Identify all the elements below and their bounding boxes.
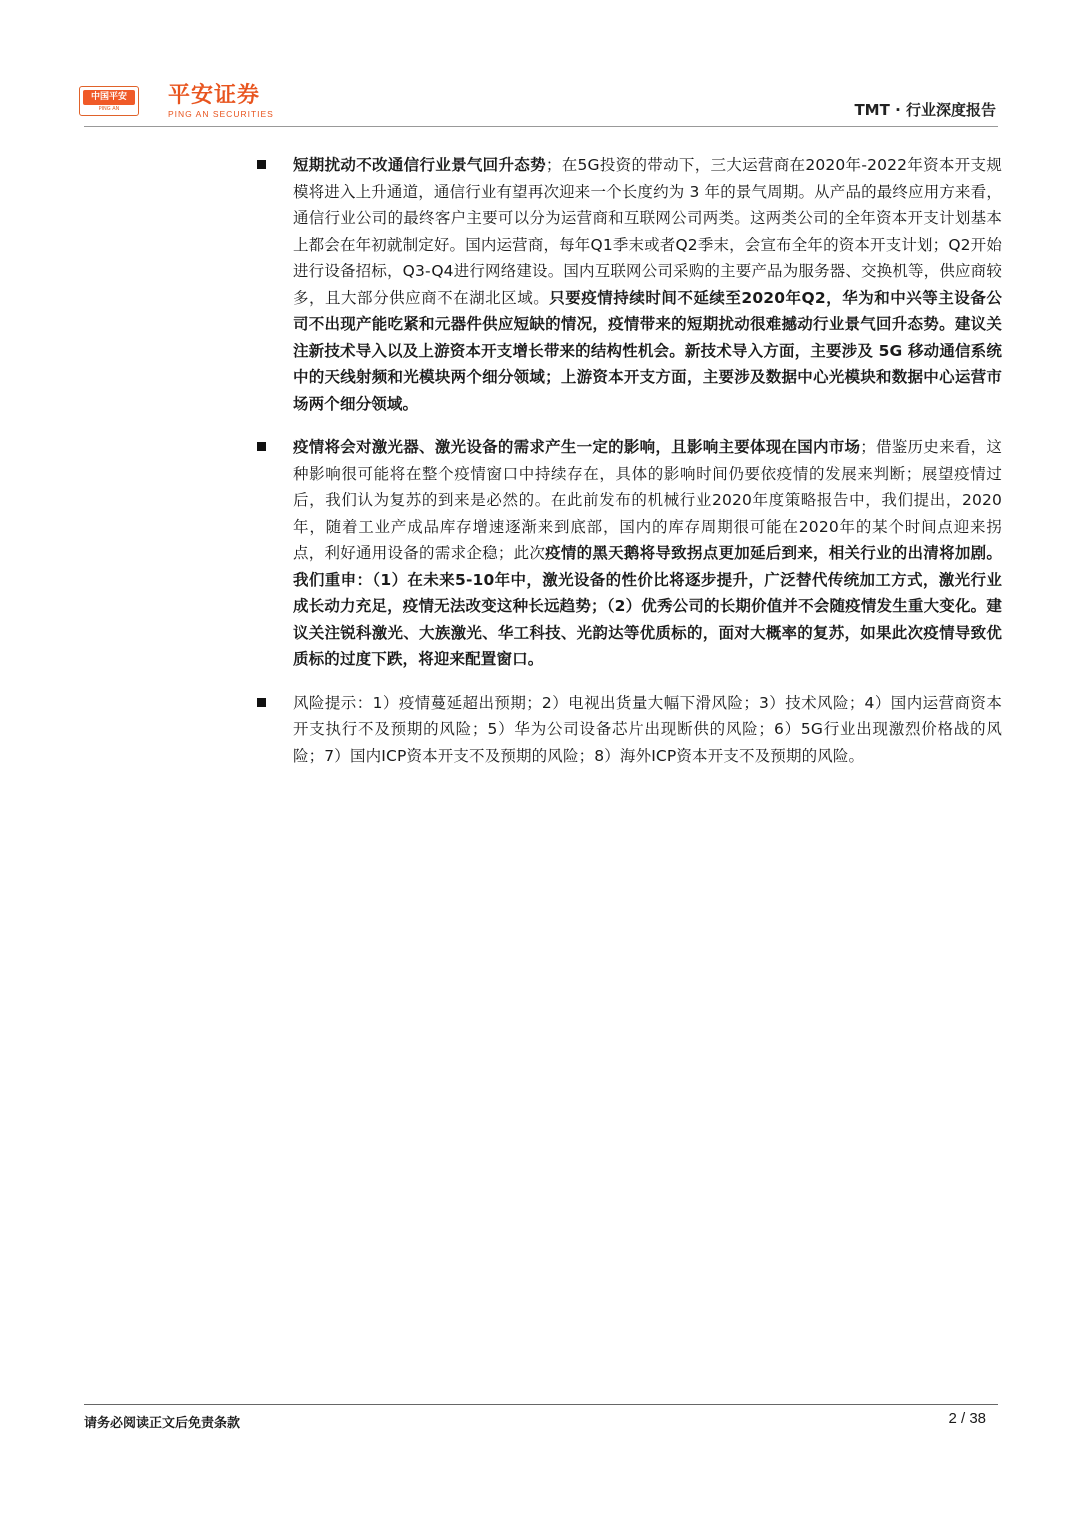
paragraph-segment: 疫情将会对激光器、激光设备的需求产生一定的影响，且影响主要体现在国内市场 [293, 438, 861, 456]
china-pingan-logo [79, 86, 139, 116]
logo-brand-text: 平安证券 [168, 83, 261, 108]
page-number: 2 / 38 [948, 1410, 986, 1427]
paragraph-text [293, 690, 1002, 770]
paragraph-text [293, 434, 1002, 673]
footer-disclaimer: 请务必阅读正文后免责条款 [84, 1416, 241, 1431]
report-type-label: TMT · 行业深度报告 [854, 101, 996, 119]
square-bullet-icon [257, 698, 266, 707]
paragraph-segment: 只要疫情持续时间不延续至2020年Q2，华为和中兴等主设备公司不出现产能吃紧和元器件供应短缺的情况，疫情带来的短期扰动很难撼动行业景气回升态势。建议关注新技术导入以及上游资本开支增长带来的结构性机会。新技术导入方面，主要涉及 5G 移动通信系统中的天线射频和光模块两个细分领域；上游资本开支方面，主要涉及数据中心光模块和数据中心运营市场两个细分领域。 [293, 288, 1002, 413]
header-divider [84, 126, 998, 127]
page-header [0, 0, 1080, 130]
logo-china-subtext: PING AN [98, 106, 120, 112]
paragraph-segment: 风险提示：1）疫情蔓延超出预期；2）电视出货量大幅下滑风险；3）技术风险；4）国内运营商资本开支执行不及预期的风险；5）华为公司设备芯片出现断供的风险；6）5G行业出现激烈价格战的风险；7）国内ICP资本开支不及预期的风险；8）海外ICP资本开支不及预期的风险。 [293, 693, 1002, 765]
pingan-securities-logo [168, 83, 274, 120]
square-bullet-icon [257, 442, 266, 451]
square-bullet-icon [257, 160, 266, 169]
logo-china-text: 中国平安 [83, 90, 135, 105]
bullet-paragraph [257, 690, 1002, 770]
bullet-paragraph [257, 152, 1002, 417]
paragraph-text [293, 152, 1002, 417]
paragraph-segment: ；在5G投资的带动下，三大运营商在2020年-2022年资本开支规模将进入上升通道，通信行业有望再次迎来一个长度约为 3 年的景气周期。从产品的最终应用方来看，通信行业公司的最终客户主要可以分为运营商和互联网公司两类。这两类公司的全年资本开支计划基本上都会在年初就制定好。国内运营商，每年Q1季末或者Q2季末，会宣布全年的资本开支计划；Q2开始进行设备招标，Q3-Q4进行网络建设。国内互联网公司采购的主要产品为服务器、交换机等，供应商较多，且大部分供应商不在湖北区域。 [293, 156, 1003, 307]
paragraph-segment: ；借鉴历史来看，这种影响很可能将在整个疫情窗口中持续存在，具体的影响时间仍要依疫情的发展来判断；展望疫情过后，我们认为复苏的到来是必然的。在此前发布的机械行业2020年度策略报告中，我们提出，2020年，随着工业产成品库存增速逐渐来到底部，国内的库存周期很可能在2020年的某个时间点迎来拐点，利好通用设备的需求企稳；此次 [293, 438, 1002, 562]
paragraph-segment: 疫情的黑天鹅将导致拐点更加延后到来，相关行业的出清将加剧。我们重申：（1）在未来5-10年中，激光设备的性价比将逐步提升，广泛替代传统加工方式，激光行业成长动力充足，疫情无法改变这种长远趋势；（2）优秀公司的长期价值并不会随疫情发生重大变化。建议关注锐科激光、大族激光、华工科技、光韵达等优质标的，面对大概率的复苏，如果此次疫情导致优质标的过度下跌，将迎来配置窗口。 [293, 544, 1002, 668]
logo-brand-en-text: PING AN SECURITIES [168, 109, 274, 119]
body-content [257, 152, 1002, 786]
paragraph-segment: 短期扰动不改通信行业景气回升态势 [293, 156, 546, 174]
bullet-paragraph [257, 434, 1002, 673]
footer-divider [84, 1404, 998, 1405]
